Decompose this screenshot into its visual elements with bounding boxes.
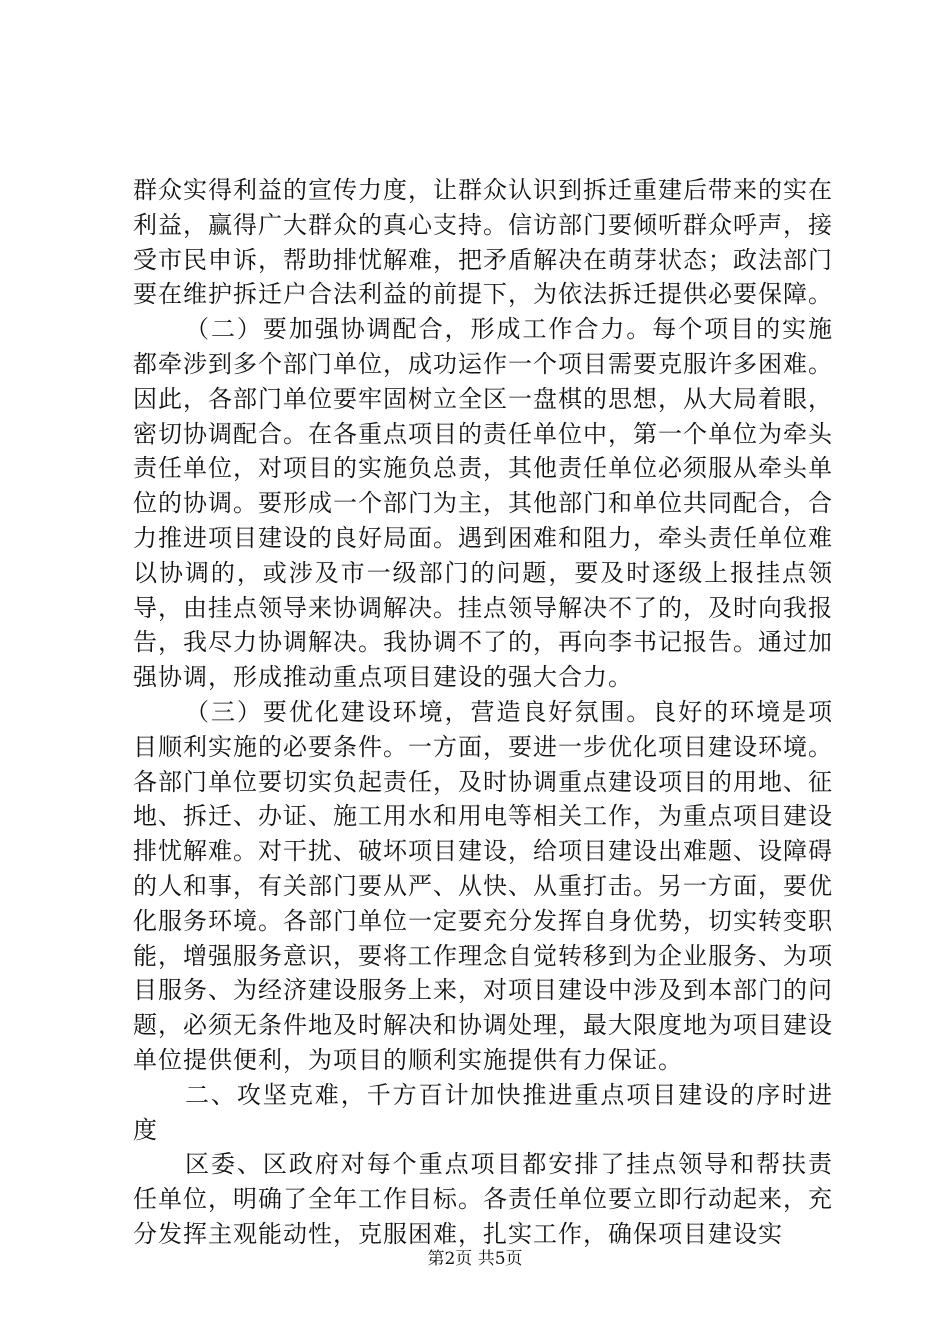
paragraph-coordination: （二）要加强协调配合，形成工作合力。每个项目的实施都牵涉到多个部门单位，成功运作一个项目需要克服许多困难。因此，各部门单位要牢固树立全区一盘棋的思想，从大局着眼，密切协调配合。在各重点项目的责任单位中，第一个单位为牵头责任单位，对项目的实施负总责，其他责任单位必须服从牵头单位的协调。要形成一个部门为主，其他部门和单位共同配合，合力推进项目建设的良好局面。遇到困难和阻力，牵头责任单位难以协调的，或涉及市一级部门的问题，要及时逐级上报挂点领导，由挂点领导来协调解决。挂点领导解决不了的，及时向我报告，我尽力协调解决。我协调不了的，再向李书记报告。通过加强协调，形成推动重点项目建设的强大合力。	[133, 315, 833, 692]
paragraph-targets: 区委、区政府对每个重点项目都安排了挂点领导和帮扶责任单位，明确了全年工作目标。各责任单位要立即行动起来，充分发挥主观能动性，克服困难，扎实工作，确保项目建设实	[133, 1150, 833, 1248]
section-heading-two: 二、攻坚克难，千方百计加快推进重点项目建设的序时进度	[133, 1080, 833, 1144]
page-footer: 第2页 共5页	[427, 1249, 523, 1269]
paragraph-continuation: 群众实得利益的宣传力度，让群众认识到拆迁重建后带来的实在利益，赢得广大群众的真心支持。信访部门要倾听群众呼声，接受市民申诉，帮助排忧解难，把矛盾解决在萌芽状态；政法部门要在维护拆迁户合法利益的前提下，为依法拆迁提供必要保障。	[133, 176, 833, 309]
paragraph-environment: （三）要优化建设环境，营造良好氛围。良好的环境是项目顺利实施的必要条件。一方面，要进一步优化项目建设环境。各部门单位要切实负起责任，及时协调重点建设项目的用地、征地、拆迁、办证、施工用水和用电等相关工作，为重点项目建设排忧解难。对干扰、破坏项目建设，给项目建设出难题、设障碍的人和事，有关部门要从严、从快、从重打击。另一方面，要优化服务环境。各部门单位一定要充分发挥自身优势，切实转变职能，增强服务意识，要将工作理念自觉转移到为企业服务、为项目服务、为经济建设服务上来，对项目建设中涉及到本部门的问题，必须无条件地及时解决和协调处理，最大限度地为项目建设单位提供便利，为项目的顺利实施提供有力保证。	[133, 697, 833, 1074]
document-body	[133, 173, 833, 1252]
